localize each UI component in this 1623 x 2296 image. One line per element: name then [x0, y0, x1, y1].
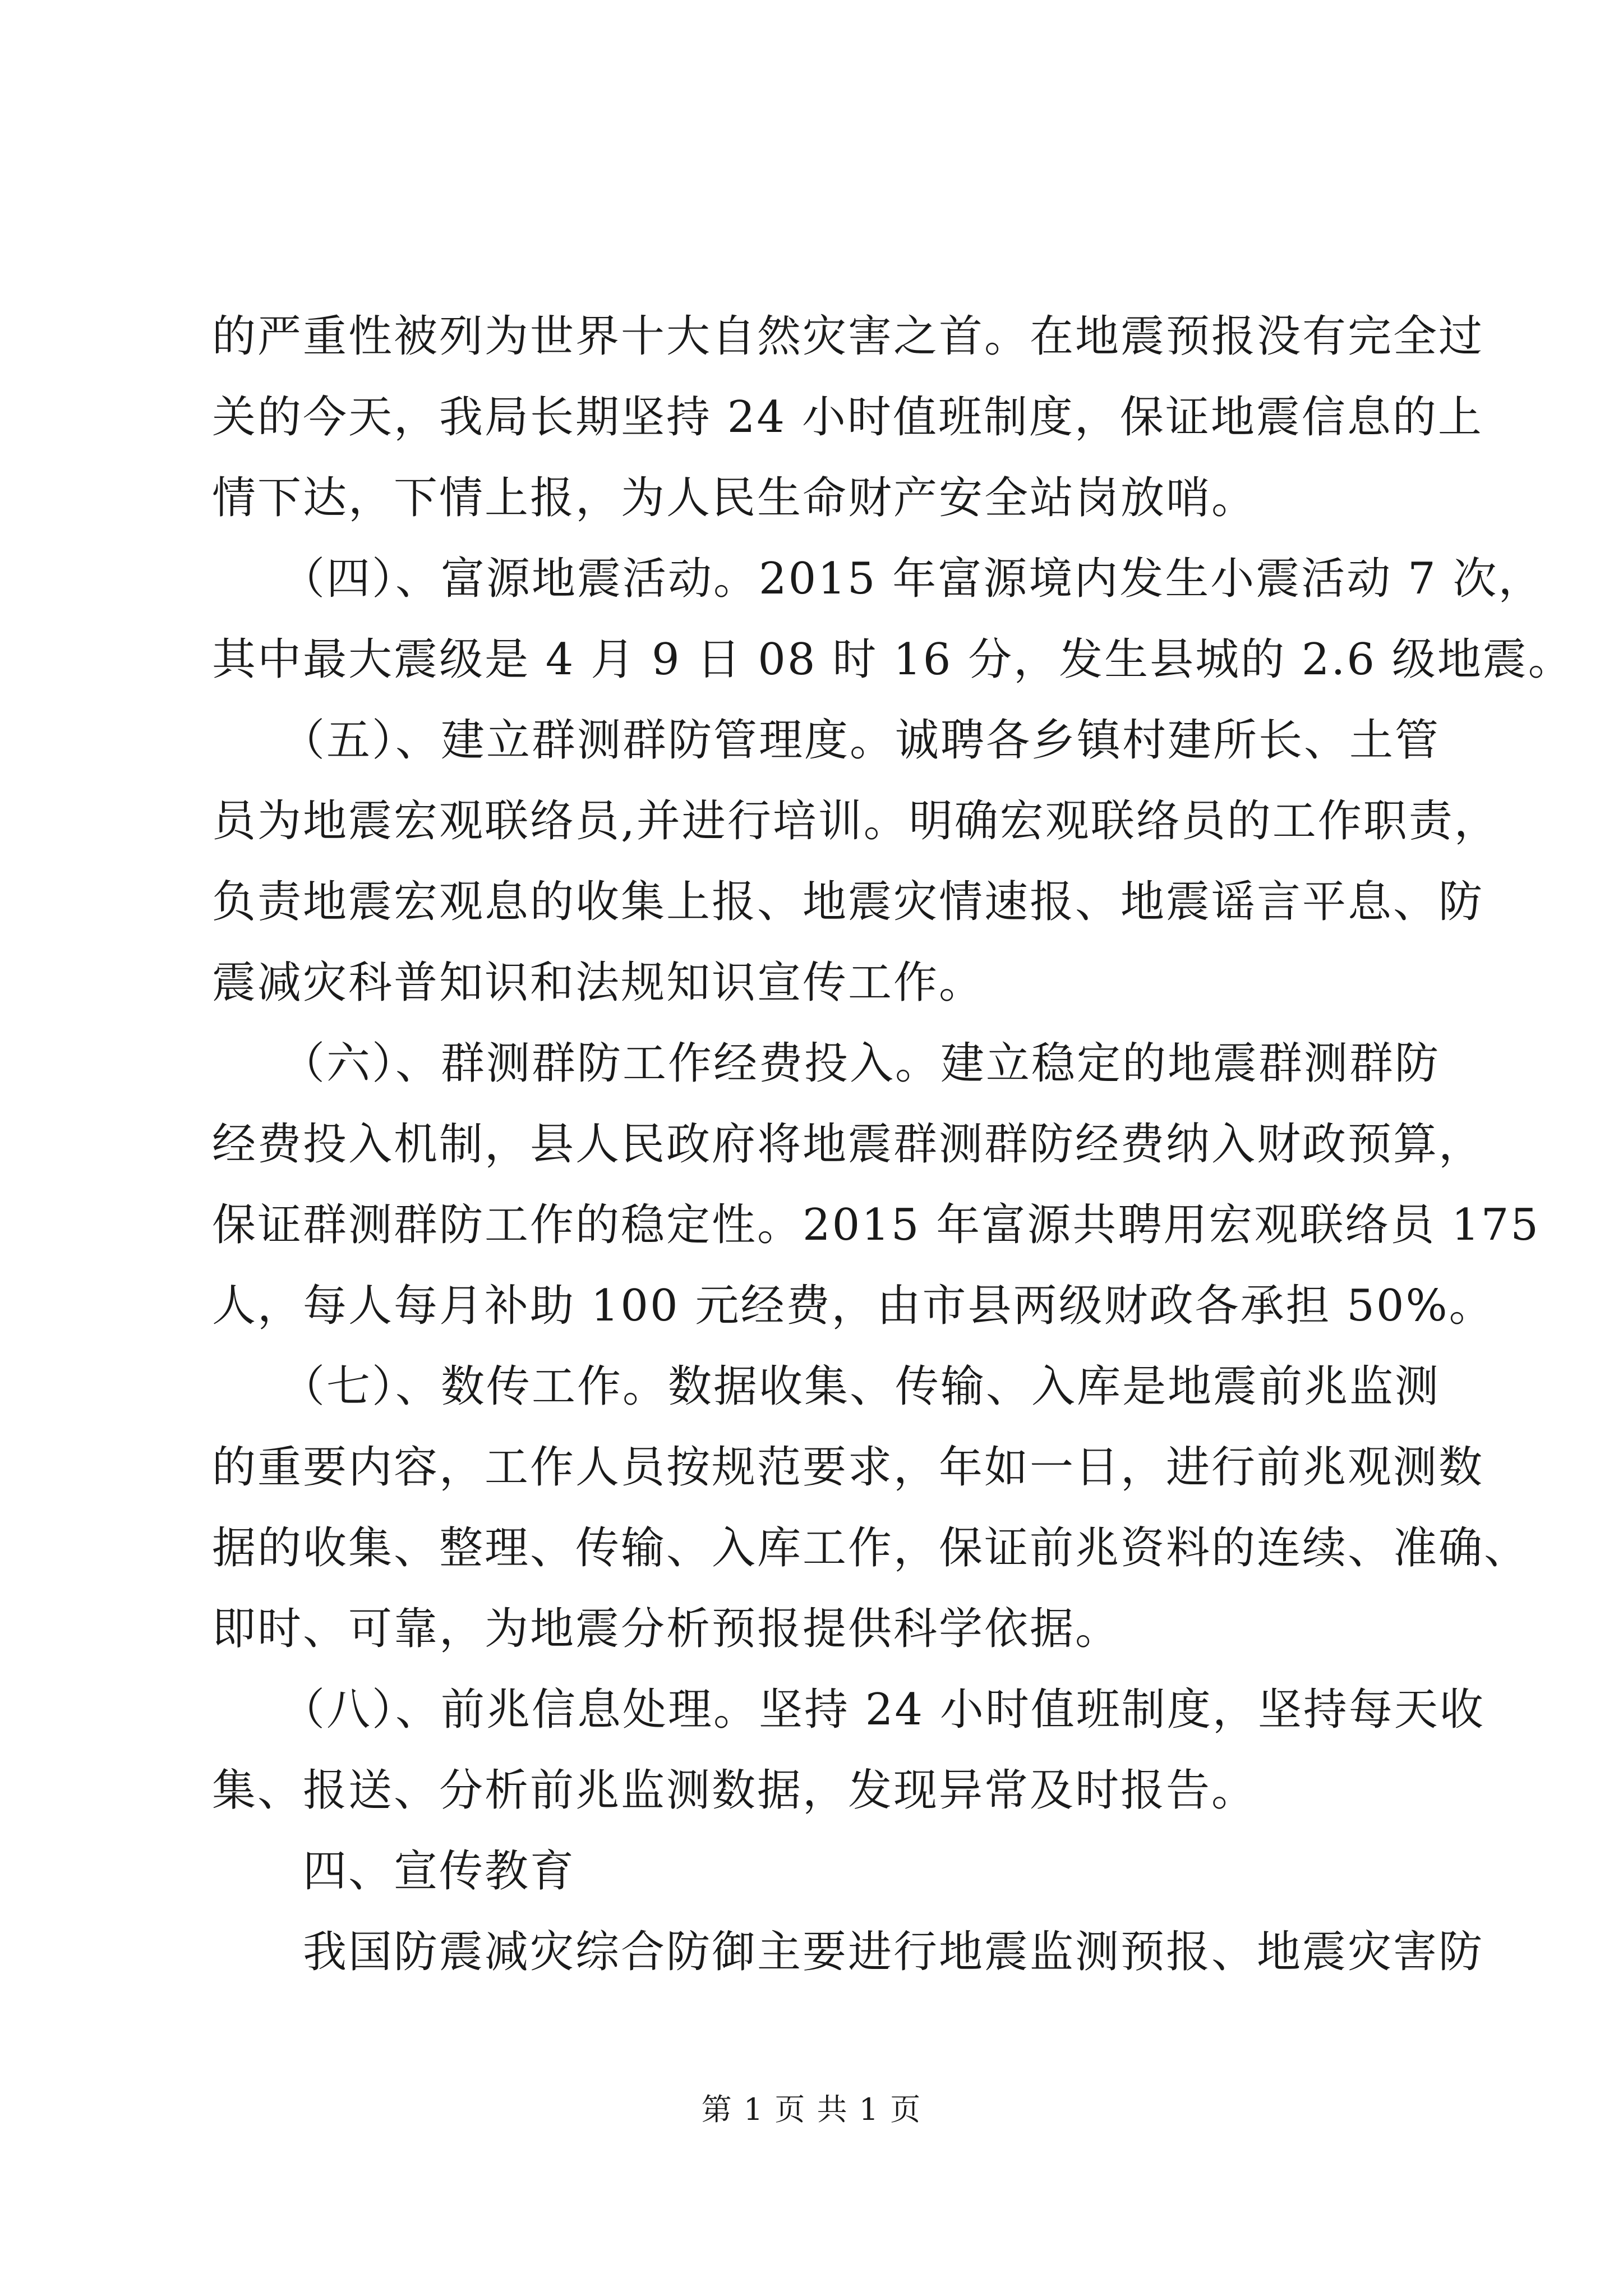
text-line: （四）、富源地震活动。2015 年富源境内发生小震活动 7 次， — [212, 554, 1544, 604]
text-line: （七）、数传工作。数据收集、传输、入库是地震前兆监测 — [212, 1361, 1441, 1412]
text-line: （八）、前兆信息处理。坚持 24 小时值班制度，坚持每天收 — [212, 1685, 1485, 1735]
text-line: 集、报送、分析前兆监测数据，发现异常及时报告。 — [212, 1765, 1257, 1816]
text-line: 关的今天，我局长期坚持 24 小时值班制度，保证地震信息的上 — [212, 392, 1483, 443]
text-line: 人，每人每月补助 100 元经费，由市县两级财政各承担 50%。 — [212, 1281, 1495, 1331]
text-line: （六）、群测群防工作经费投入。建立稳定的地震群测群防 — [212, 1038, 1441, 1089]
text-line: 我国防震减灾综合防御主要进行地震监测预报、地震灾害防 — [212, 1927, 1484, 1977]
text-line: 据的收集、整理、传输、入库工作，保证前兆资料的连续、准确、 — [212, 1523, 1530, 1573]
text-line: （五）、建立群测群防管理度。诚聘各乡镇村建所长、土管 — [212, 715, 1441, 766]
text-line: 员为地震宏观联络员,并进行培训。明确宏观联络员的工作职责， — [212, 796, 1500, 846]
text-line: 的重要内容，工作人员按规范要求，年如一日，进行前兆观测数 — [212, 1442, 1484, 1493]
text-line: 即时、可靠，为地震分析预报提供科学依据。 — [212, 1604, 1121, 1654]
page-footer: 第 1 页 共 1 页 — [701, 2092, 922, 2127]
text-line: 保证群测群防工作的稳定性。2015 年富源共聘用宏观联络员 175 — [212, 1200, 1540, 1250]
text-line: 其中最大震级是 4 月 9 日 08 时 16 分，发生县城的 2.6 级地震。 — [212, 634, 1574, 685]
text-line: 震减灾科普知识和法规知识宣传工作。 — [212, 958, 985, 1008]
text-line: 负责地震宏观息的收集上报、地震灾情速报、地震谣言平息、防 — [212, 877, 1484, 927]
section-heading: 四、宣传教育 — [212, 1846, 576, 1897]
document-body — [212, 296, 1574, 1993]
text-line: 的严重性被列为世界十大自然灾害之首。在地震预报没有完全过 — [212, 311, 1484, 362]
text-line: 情下达，下情上报，为人民生命财产安全站岗放哨。 — [212, 473, 1257, 523]
text-line: 经费投入机制，县人民政府将地震群测群防经费纳入财政预算， — [212, 1119, 1484, 1170]
